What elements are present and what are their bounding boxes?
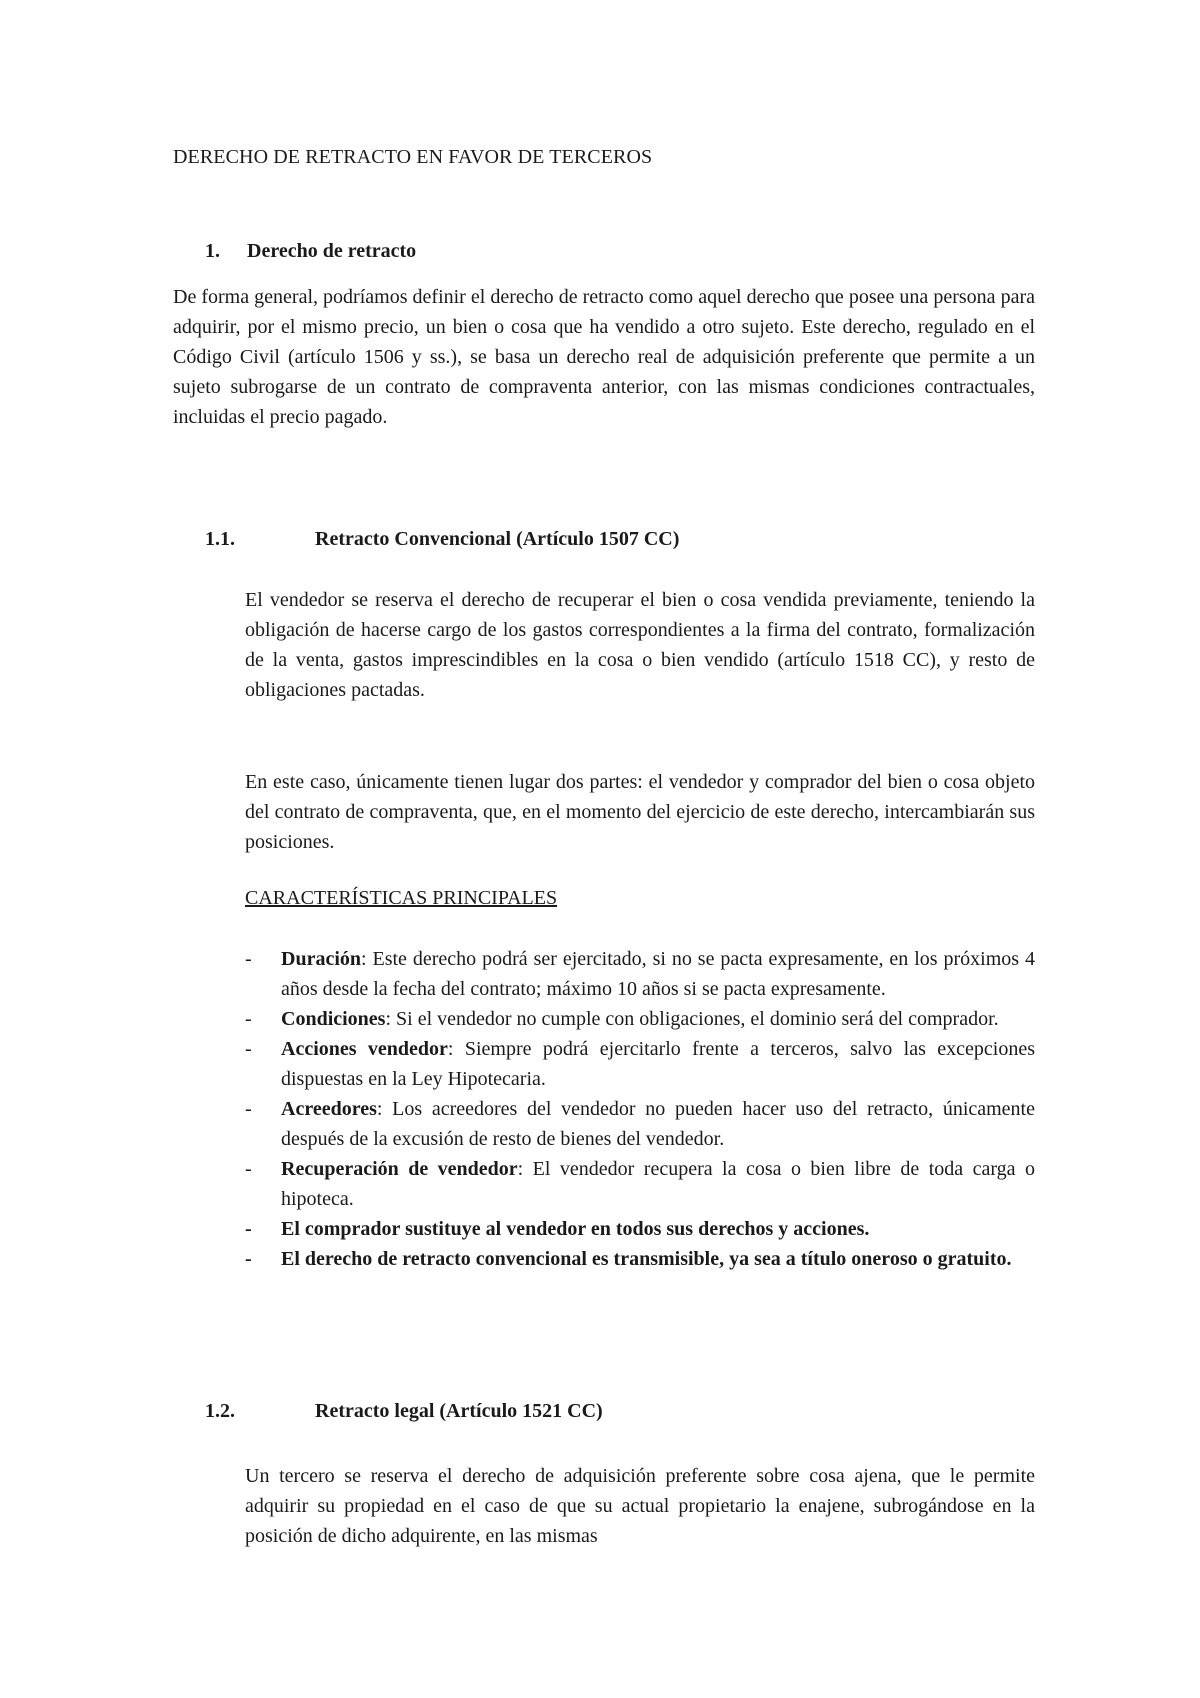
bullet-text: : Siempre podrá ejercitarlo frente a terceros, salvo las excepciones dispuestas en la Ley Hipotecaria.: [281, 1038, 1035, 1090]
bullet-term: Duración: [281, 948, 361, 970]
bullet-text: : Este derecho podrá ser ejercitado, si no se pacta expresamente, en los próximos 4 años desde la fecha del contrato; máximo 10 años si se pacta expresamente.: [281, 948, 1035, 1000]
list-item: [245, 1034, 1035, 1094]
bullet-text: .: [1006, 1248, 1012, 1270]
section-1-heading: [205, 240, 416, 263]
section-1-1-number: 1.1.: [205, 528, 235, 550]
bullet-dash: -: [245, 948, 252, 970]
list-item: [245, 944, 1035, 1004]
section-1-1-title: Retracto Convencional (Artículo 1507 CC): [315, 528, 680, 550]
bullet-dash: -: [245, 1218, 252, 1240]
section-1-1-paragraph-1: El vendedor se reserva el derecho de recuperar el bien o cosa vendida previamente, teniendo la obligación de hacerse cargo de los gastos correspondientes a la firma del contrato, formalización de la venta, gastos imprescindibles en la cosa o bien vendido (artículo 1518 CC), y resto de obligaciones pactadas.: [245, 589, 1035, 701]
section-1-2-paragraph: Un tercero se reserva el derecho de adquisición preferente sobre cosa ajena, que le permite adquirir su propiedad en el caso de que su actual propietario la enajene, subrogándose en la posición de dicho adquirente, en las mismas: [245, 1465, 1035, 1547]
section-1-number: 1.: [205, 240, 220, 262]
bullet-text: : El vendedor recupera la cosa o bien libre de toda carga o hipoteca.: [281, 1158, 1035, 1210]
bullet-dash: -: [245, 1248, 252, 1270]
section-1-2-number: 1.2.: [205, 1400, 235, 1422]
section-1-2-heading: [205, 1400, 603, 1423]
bullet-term: Recuperación de vendedor: [281, 1158, 518, 1180]
bullet-text: : Los acreedores del vendedor no pueden hacer uso del retracto, únicamente después de la excusión de resto de bienes del vendedor.: [281, 1098, 1035, 1150]
bullet-term: El comprador sustituye al vendedor en todos sus derechos y acciones: [281, 1218, 865, 1240]
section-1-1-heading: [205, 528, 679, 551]
section-1-2-title: Retracto legal (Artículo 1521 CC): [315, 1400, 603, 1422]
document-title: DERECHO DE RETRACTO EN FAVOR DE TERCEROS: [173, 146, 653, 168]
bullet-dash: -: [245, 1038, 252, 1060]
section-1-paragraph: De forma general, podríamos definir el derecho de retracto como aquel derecho que posee una persona para adquirir, por el mismo precio, un bien o cosa que ha vendido a otro sujeto. Este derecho, regulado en el Código Civil (artículo 1506 y ss.), se basa un derecho real de adquisición preferente que permite a un sujeto subrogarse de un contrato de compraventa anterior, con las mismas condiciones contractuales, incluidas el precio pagado.: [173, 286, 1035, 428]
list-item: [245, 1214, 1035, 1244]
bullet-dash: -: [245, 1098, 252, 1120]
list-item: [245, 1154, 1035, 1214]
bullet-text: .: [864, 1218, 870, 1240]
bullet-dash: -: [245, 1158, 252, 1180]
bullet-dash: -: [245, 1008, 252, 1030]
bullet-term: Condiciones: [281, 1008, 386, 1030]
section-1-1-paragraph-2: En este caso, únicamente tienen lugar dos partes: el vendedor y comprador del bien o cosa objeto del contrato de compraventa, que, en el momento del ejercicio de este derecho, intercambiarán sus posiciones.: [245, 771, 1035, 853]
characteristics-subheading: CARACTERÍSTICAS PRINCIPALES: [245, 887, 558, 909]
list-item: [245, 1094, 1035, 1154]
bullet-term: Acciones vendedor: [281, 1038, 448, 1060]
list-item: [245, 1244, 1035, 1274]
section-1-title: Derecho de retracto: [247, 240, 417, 262]
characteristics-list: [245, 944, 1035, 1274]
bullet-term: Acreedores: [281, 1098, 377, 1120]
bullet-term: El derecho de retracto convencional es transmisible, ya sea a título oneroso o gratuito: [281, 1248, 1007, 1270]
bullet-text: : Si el vendedor no cumple con obligaciones, el dominio será del comprador.: [385, 1008, 999, 1030]
list-item: [245, 1004, 1035, 1034]
